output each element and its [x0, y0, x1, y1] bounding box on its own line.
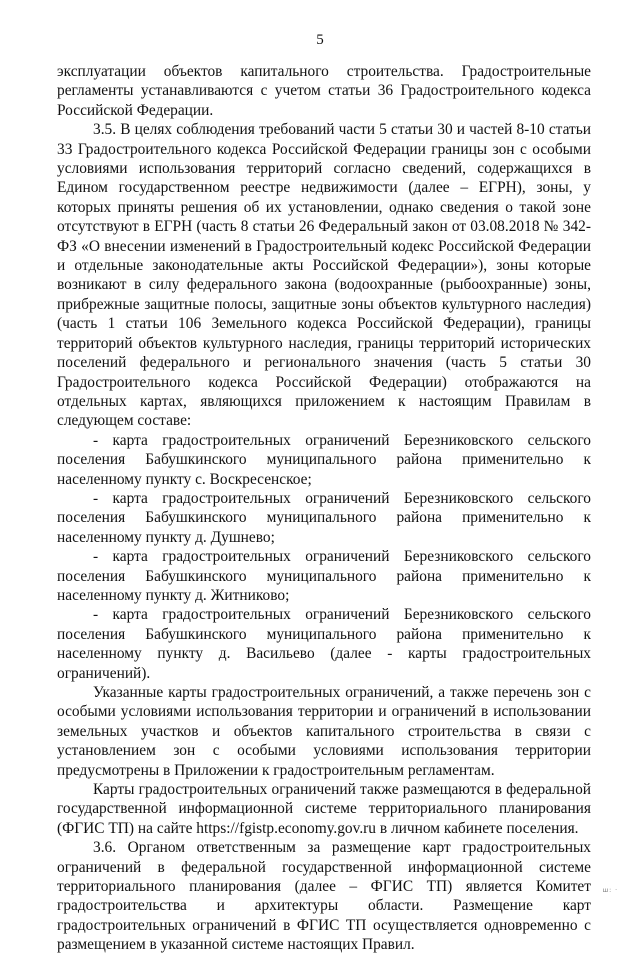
page-number: 5 [316, 32, 324, 48]
list-item-zhitnikovo: - карта градостроительных ограничений Березниковского сельского поселения Бабушкинского муниципального района применительно к населенному пункту д. Житниково; [57, 548, 591, 604]
paragraph-continuation: эксплуатации объектов капитального строительства. Градостроительные регламенты устанавливаются с учетом статьи 36 Градостроительного кодекса Российской Федерации. [57, 63, 591, 119]
paragraph-3-6: 3.6. Органом ответственным за размещение карт градостроительных ограничений в федеральной государственной информационной системе территориального планирования (далее – ФГИС ТП) является Комитет градостроительства и архитектуры области. Размещение карт градостроительных ограничений в ФГИС ТП осуществляется одновременно с размещением в указанной системе настоящих Правил. [57, 839, 591, 954]
scan-mark: ш: · [602, 887, 618, 894]
paragraph-maps-list: Указанные карты градостроительных ограничений, а также перечень зон с особыми условиями использования территории и ограничений в использовании земельных участков и объектов капитального строительства в связи с установлением зон с особыми условиями использования территории предусмотрены в Приложении к градостроительным регламентам. [57, 684, 591, 779]
list-item-voskresenskoe: - карта градостроительных ограничений Березниковского сельского поселения Бабушкинского муниципального района применительно к населенному пункту с. Воскресенское; [57, 431, 591, 488]
list-item-vasilyevo: - карта градостроительных ограничений Березниковского сельского поселения Бабушкинского муниципального района применительно к населенному пункту д. Васильево (далее - карты градостроительных ограничений). [57, 606, 591, 682]
list-item-dushnevo: - карта градостроительных ограничений Березниковского сельского поселения Бабушкинского муниципального района применительно к населенному пункту д. Душнево; [57, 489, 591, 546]
document-body [57, 62, 591, 955]
paragraph-3-5: 3.5. В целях соблюдения требований части 5 статьи 30 и частей 8-10 статьи 33 Градостроительного кодекса Российской Федерации границы зон с особыми условиями использования территорий согласно сведений, содержащихся в Едином государственном реестре недвижимости (далее – ЕГРН), зоны, у которых приняты решения об их установлении, однако сведения о такой зоне отсутствуют в ЕГРН (часть 8 статьи 26 Федеральный закон от 03.08.2018 № 342-ФЗ «О внесении изменений в Градостроительный кодекс Российской Федерации и отдельные законодательные акты Российской Федерации»), зоны которые возникают в силу федерального закона (водоохранные (рыбоохранные) зоны, прибрежные защитные полосы, защитные зоны объектов культурного наследия) (часть 1 статьи 106 Земельного кодекса Российской Федерации), границы территорий объектов культурного наследия, границы территорий исторических поселений федерального и регионального значения (часть 5 статьи 30 Градостроительного кодекса Российской Федерации) отображаются на отдельных картах, являющихся приложением к настоящим Правилам в следующем составе: [57, 121, 591, 430]
paragraph-fgis-placement: Карты градостроительных ограничений также размещаются в федеральной государственной информационной системе территориального планирования (ФГИС ТП) на сайте https://fgistp.economy.gov.ru в личном кабинете поселения. [57, 781, 591, 837]
